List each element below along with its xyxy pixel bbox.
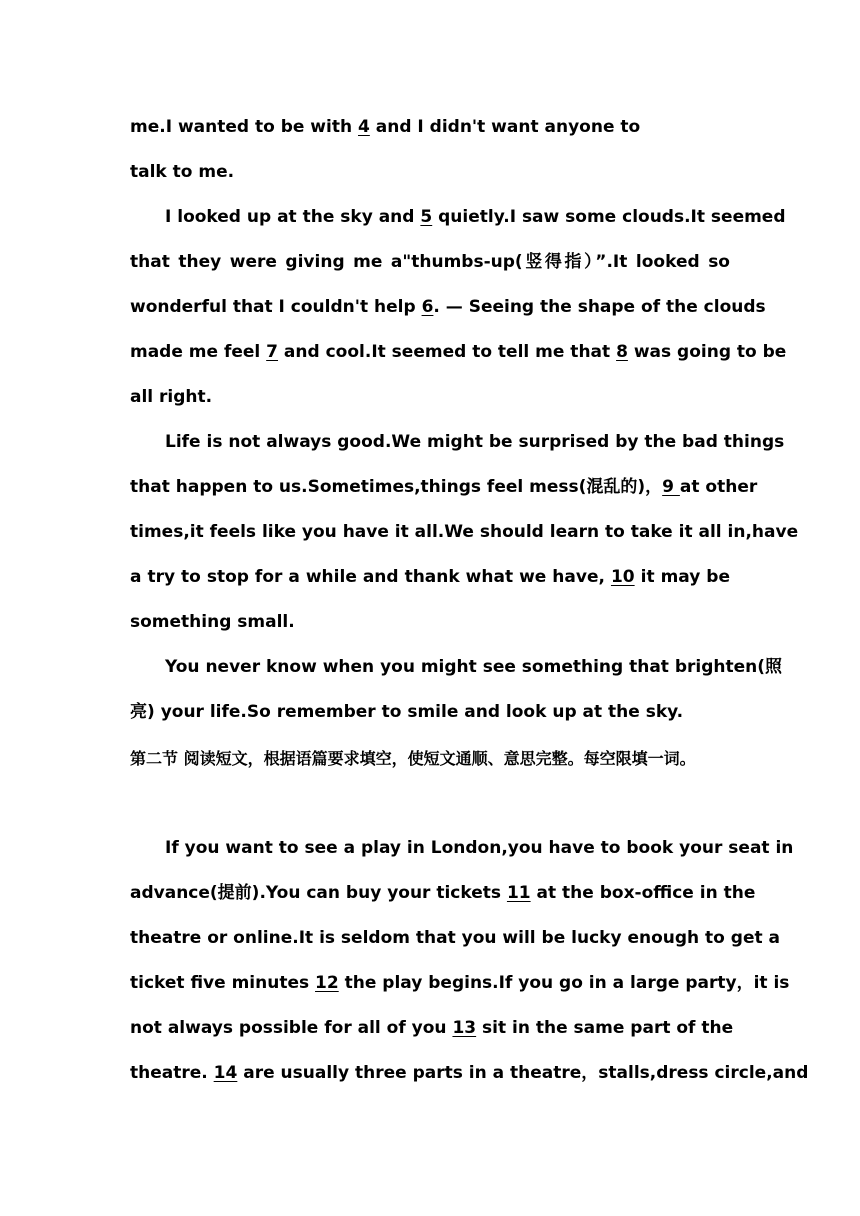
blank-number: 8	[616, 342, 628, 362]
text-line	[165, 657, 783, 677]
text-run: 亮) your life.So remember to smile and look up at the sky.	[130, 702, 684, 722]
text-run: and cool.It seemed to tell me that	[278, 342, 617, 362]
text-run: was going to be	[627, 342, 787, 362]
text-line	[130, 117, 730, 137]
text-run: made me feel	[130, 342, 267, 362]
text-line	[130, 522, 799, 542]
blank-number: 9	[662, 477, 680, 497]
text-run: that happen to us.Sometimes,things feel mess(混乱的)，	[130, 477, 663, 497]
blank-number: 13	[452, 1018, 477, 1038]
text-run: something small.	[130, 612, 295, 632]
text-line	[130, 567, 730, 587]
text-run: that they were giving me a"thumbs-up(竖得指）”.It looked so	[130, 252, 730, 272]
blank-number: 10	[610, 567, 635, 587]
blank-number: 5	[420, 207, 433, 227]
text-line	[165, 432, 785, 452]
text-line	[130, 928, 780, 948]
text-run: You never know when you might see something that brighten(照	[165, 657, 783, 677]
text-run: theatre or online.It is seldom that you will be lucky enough to get a	[130, 928, 780, 948]
text-run: me.I wanted to be with	[130, 117, 358, 137]
text-run: not always possible for all of you	[130, 1018, 453, 1038]
text-line	[130, 883, 756, 903]
text-run: and I didn't want anyone to	[369, 117, 641, 137]
text-run: I looked up at the sky and	[165, 207, 421, 227]
text-line	[130, 1018, 734, 1038]
text-run: quietly.I saw some clouds.It seemed	[432, 207, 786, 227]
blank-number: 12	[315, 973, 339, 993]
text-run: theatre.	[130, 1063, 214, 1083]
text-run: advance(提前).You can buy your tickets	[130, 883, 507, 903]
text-line	[130, 297, 766, 317]
text-run: Life is not always good.We might be surprised by the bad things	[165, 432, 785, 452]
blank-number: 4	[358, 117, 370, 137]
text-run: talk to me.	[130, 162, 235, 182]
text-run: times,it feels like you have it all.We should learn to take it all in,have	[130, 522, 799, 542]
text-line	[130, 477, 758, 497]
text-line	[130, 612, 730, 632]
text-line	[130, 162, 730, 182]
text-run: ticket five minutes	[130, 973, 316, 993]
text-run: If you want to see a play in London,you have to book your seat in	[165, 838, 794, 858]
text-line	[130, 252, 730, 272]
text-run: are usually three parts in a theatre，stalls,dress circle,and	[237, 1063, 809, 1083]
text-line	[130, 1063, 809, 1083]
text-line	[130, 702, 730, 722]
text-run: sit in the same part of the	[476, 1018, 734, 1038]
section-heading: 第二节 阅读短文，根据语篇要求填空，使短文通顺、意思完整。每空限填一词。	[130, 749, 696, 768]
text-run: the play begins.If you go in a large party，it is	[338, 973, 790, 993]
text-run: it may be	[634, 567, 731, 587]
blank-number: 11	[506, 883, 531, 903]
text-run: all right.	[130, 387, 213, 407]
text-run: at other	[679, 477, 758, 497]
text-line	[165, 838, 794, 858]
blank-number: 14	[213, 1063, 238, 1083]
text-run: at the box-office in the	[530, 883, 756, 903]
text-run: a try to stop for a while and thank what we have,	[130, 567, 611, 587]
blank-number: 6	[421, 297, 434, 317]
text-line	[130, 387, 730, 407]
text-line	[165, 207, 786, 227]
blank-number: 7	[266, 342, 279, 362]
text-run: wonderful that I couldn't help	[130, 297, 422, 317]
text-line	[130, 342, 787, 362]
text-run: . — Seeing the shape of the clouds	[433, 297, 766, 317]
text-line	[130, 973, 790, 993]
